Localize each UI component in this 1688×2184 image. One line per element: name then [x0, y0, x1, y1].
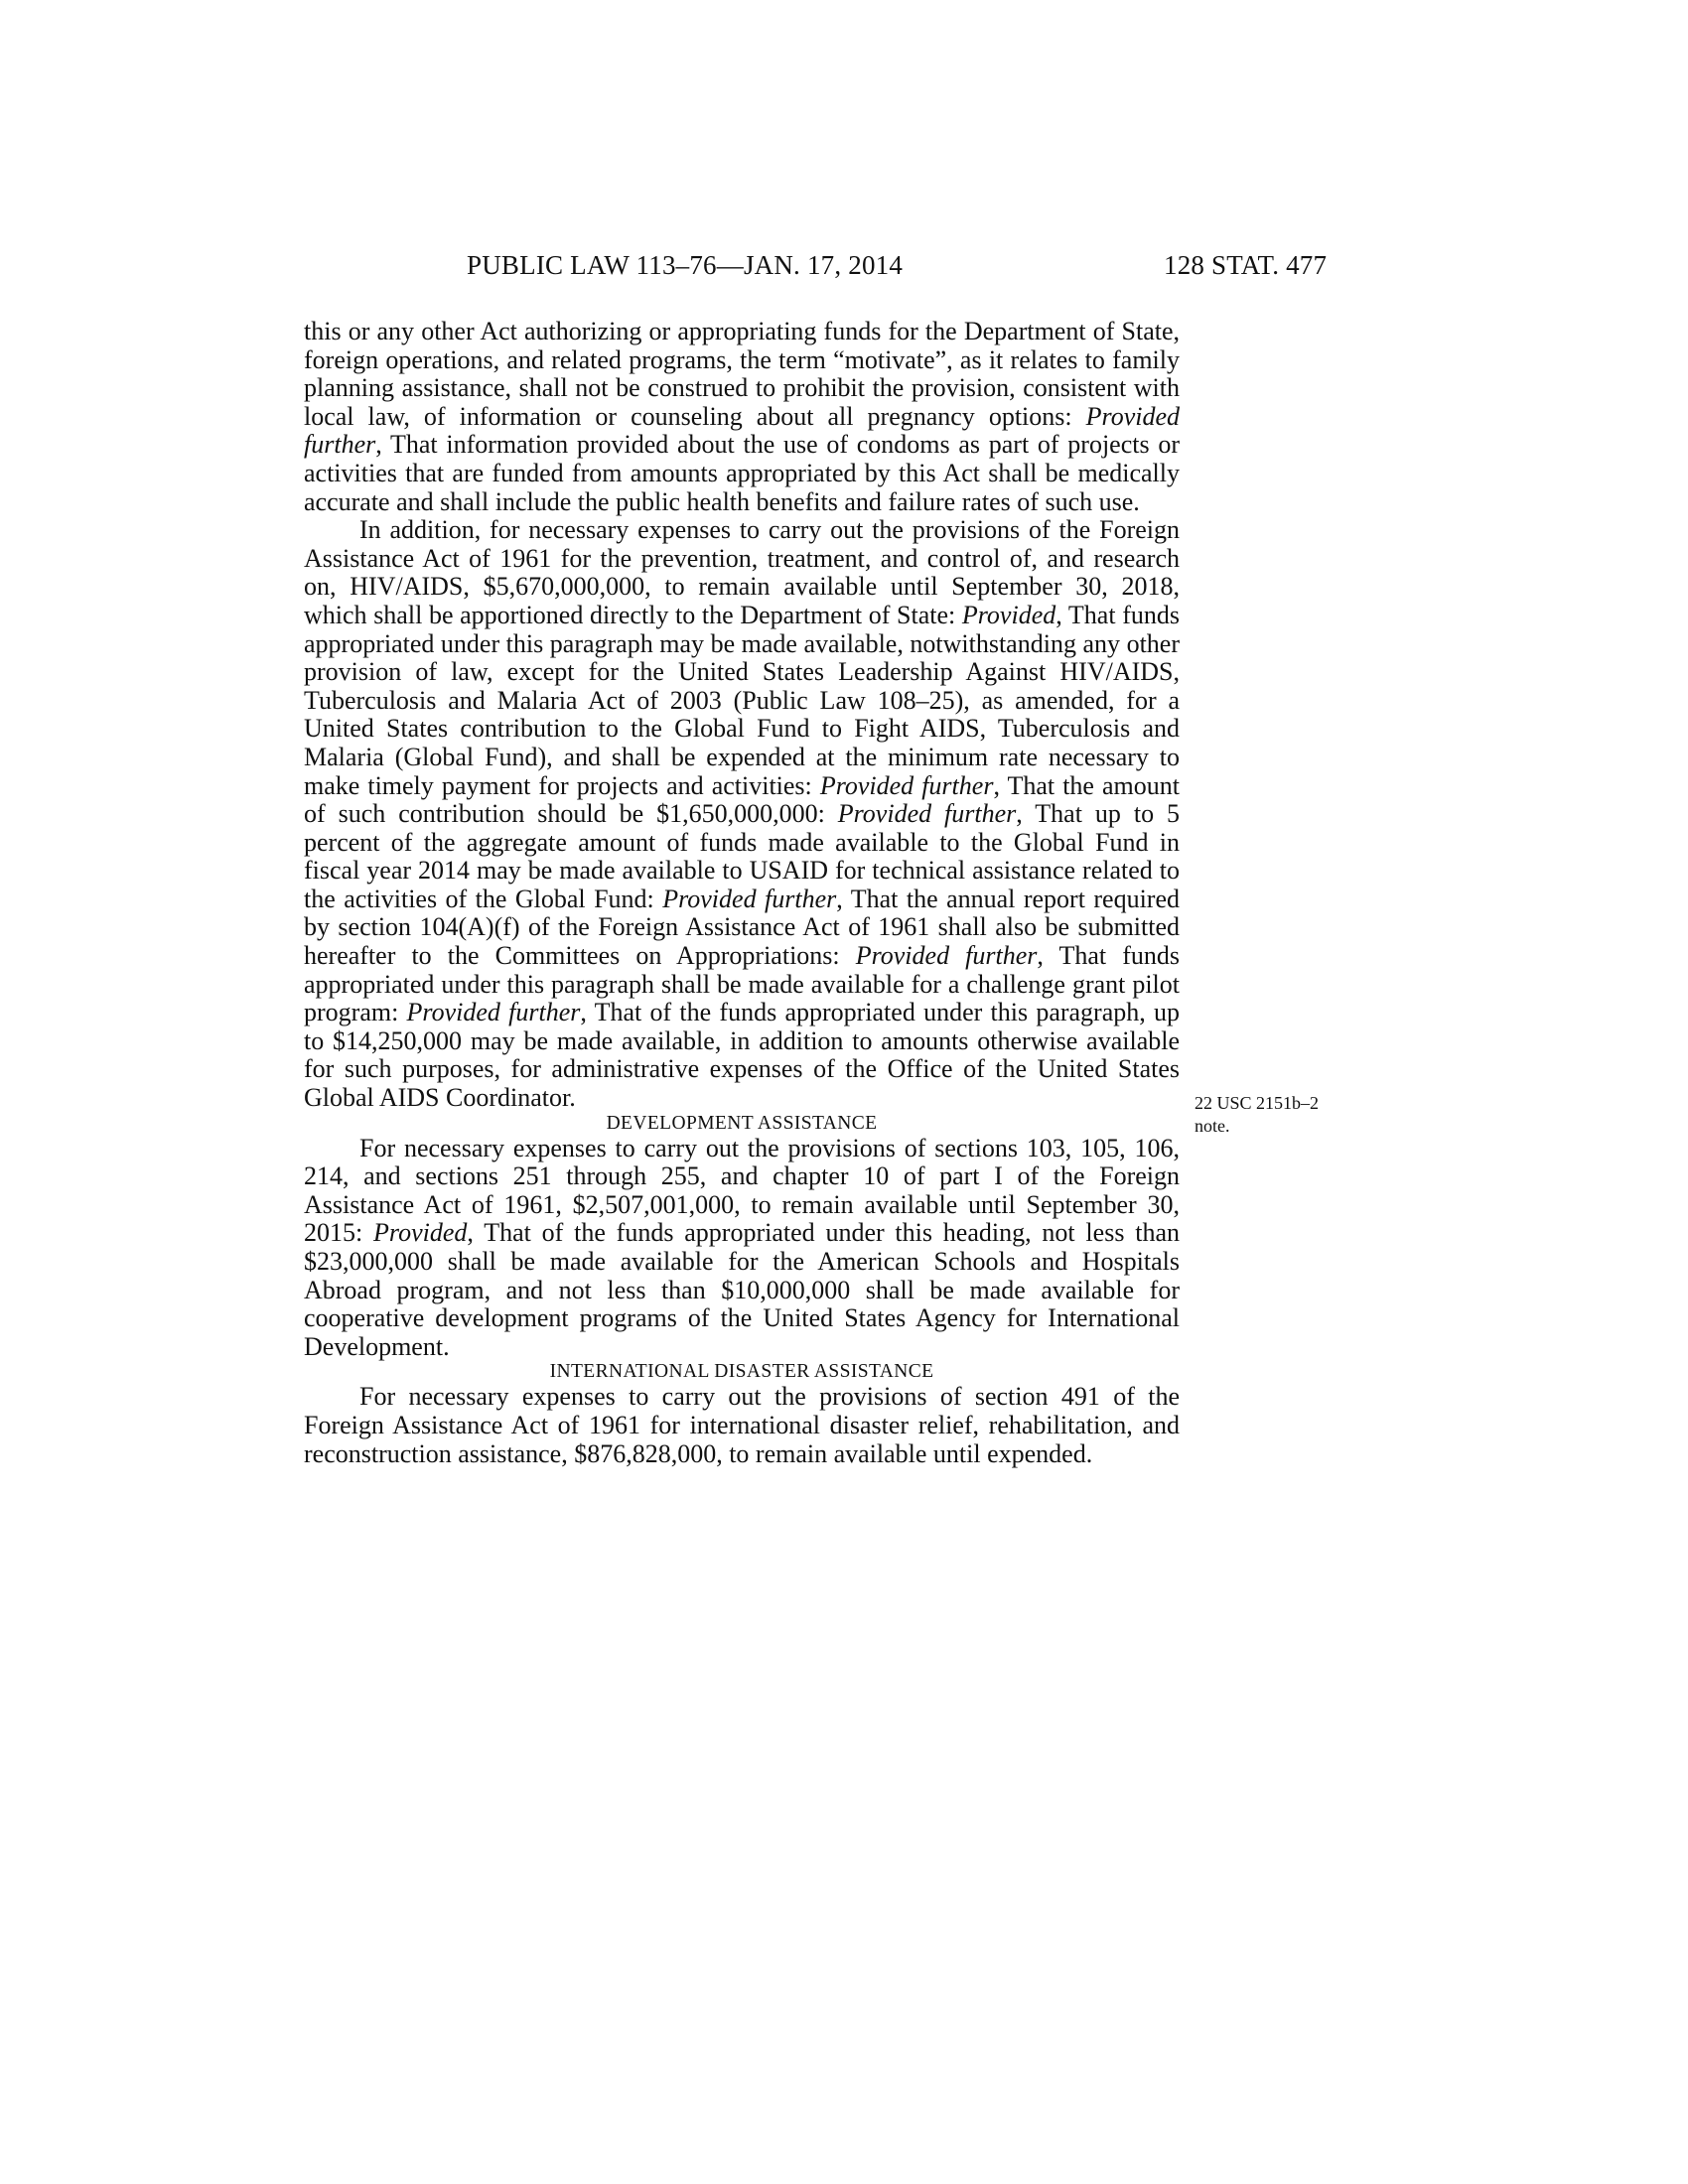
heading-international-disaster-assistance: INTERNATIONAL DISASTER ASSISTANCE	[549, 1361, 934, 1383]
paragraph-development-assistance: For necessary expenses to carry out the provisions of sections 103, 105, 106, 214, and sections 251 through 255, and chapter 10 of part I of the Foreign Assistance Act of 1961, $2,507,001,000, to remain available until September 30, 2015: Provided, That of the funds appropriated under this heading, not less than $23,000,000 shall be made available for the American Schools and Hospitals Abroad program, and not less than $10,000,000 shall be made available for cooperative development programs of the United States Agency for International Development.	[304, 1133, 1180, 1361]
document-body	[304, 318, 1180, 1468]
running-header-title: PUBLIC LAW 113–76—JAN. 17, 2014	[467, 250, 904, 280]
paragraph-international-disaster-assistance: For necessary expenses to carry out the provisions of section 491 of the Foreign Assistance Act of 1961 for international disaster relief, rehabilitation, and reconstruction assistance, $876,828,000, to remain available until expended.	[304, 1382, 1180, 1468]
margin-note-label: note.	[1195, 1116, 1230, 1136]
margin-citation: 22 USC 2151b–2	[1195, 1093, 1320, 1113]
heading-development-assistance: DEVELOPMENT ASSISTANCE	[606, 1112, 878, 1134]
page-number: 128 STAT. 477	[1164, 250, 1328, 280]
paragraph-family-planning: this or any other Act authorizing or appropriating funds for the Department of State, foreign operations, and related programs, the term “motivate”, as it relates to family planning assistance, shall not be construed to prohibit the provision, consistent with local law, of information or counseling about all pregnancy options: Provided further, That information provided about the use of condoms as part of projects or activities that are funded from amounts appropriated by this Act shall be medically accurate and shall include the public health benefits and failure rates of such use.	[304, 317, 1180, 516]
margin-citation-note	[1195, 1092, 1319, 1138]
paragraph-hiv-aids: In addition, for necessary expenses to carry out the provisions of the Foreign Assistance Act of 1961 for the prevention, treatment, and control of, and research on, HIV/AIDS, $5,670,000,000, to remain available until September 30, 2018, which shall be apportioned directly to the Department of State: Provided, That funds appropriated under this paragraph may be made available, notwithstanding any other provision of law, except for the United States Leadership Against HIV/AIDS, Tuberculosis and Malaria Act of 2003 (Public Law 108–25), as amended, for a United States contribution to the Global Fund to Fight AIDS, Tuberculosis and Malaria (Global Fund), and shall be expended at the minimum rate necessary to make timely payment for projects and activities: Provided further, That the amount of such contribution should be $1,650,000,000: Provided further, That up to 5 percent of the aggregate amount of funds made available to the Global Fund in fiscal year 2014 may be made available to USAID for technical assistance related to the activities of the Global Fund: Provided further, That the annual report required by section 104(A)(f) of the Foreign Assistance Act of 1961 shall also be submitted hereafter to the Committees on Appropriations: Provided further, That funds appropriated under this paragraph shall be made available for a challenge grant pilot program: Provided further, That of the funds appropriated under this paragraph, up to $14,250,000 may be made available, in addition to amounts otherwise available for such purposes, for administrative expenses of the Office of the United States Global AIDS Coordinator.	[304, 515, 1181, 1113]
